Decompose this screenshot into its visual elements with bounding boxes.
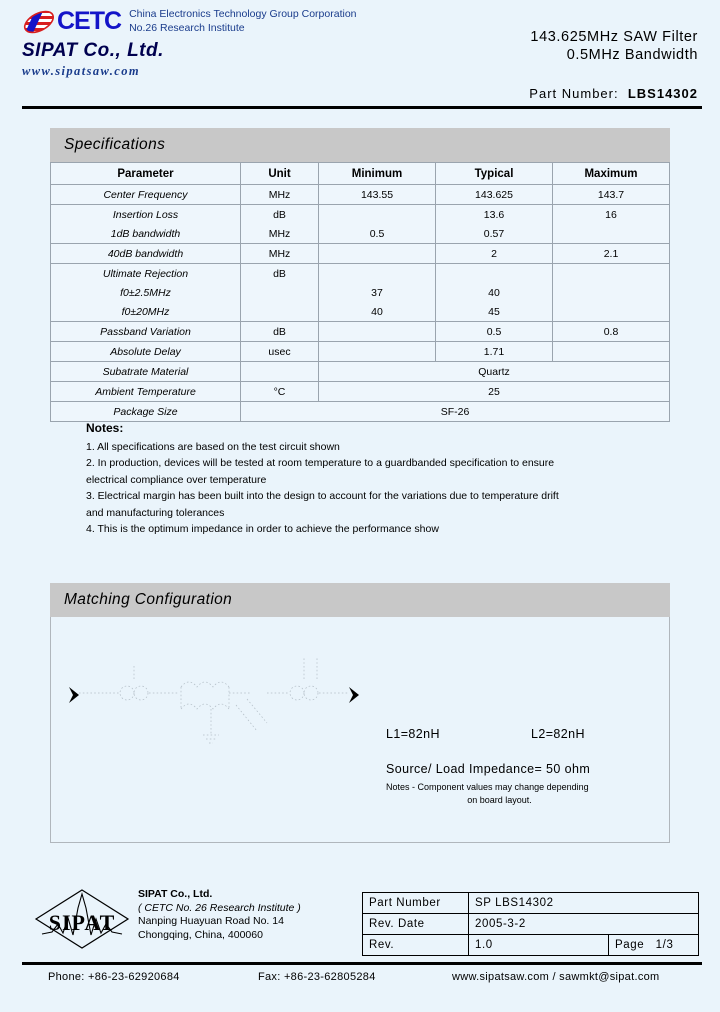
footer-web-email[interactable]: www.sipatsaw.com / sawmkt@sipat.com xyxy=(452,971,660,983)
row-maximum xyxy=(553,283,670,302)
specifications-section xyxy=(50,128,670,422)
table-row xyxy=(51,205,670,225)
row-unit: dB xyxy=(241,205,319,225)
matching-configuration-title: Matching Configuration xyxy=(50,583,670,617)
output-arrow-icon xyxy=(349,687,359,703)
footer-divider xyxy=(22,962,702,965)
footer-part-number-value: SP LBS14302 xyxy=(469,893,699,914)
column-header-maximum: Maximum xyxy=(553,163,670,185)
product-title-line-2: 0.5MHz Bandwidth xyxy=(566,47,698,63)
row-maximum xyxy=(553,342,670,362)
row-parameter: f0±2.5MHz xyxy=(51,283,241,302)
table-row xyxy=(51,244,670,264)
row-maximum xyxy=(553,224,670,244)
cetc-wordmark: CETC xyxy=(57,7,122,35)
note-item: 3. Electrical margin has been built into the design to account for the variations due to temperature drift xyxy=(86,490,559,502)
cetc-name-line-1: China Electronics Technology Group Corporation xyxy=(129,8,357,20)
row-unit: dB xyxy=(241,264,319,284)
row-minimum: 37 xyxy=(319,283,436,302)
row-unit xyxy=(241,302,319,322)
svg-text:SIPAT: SIPAT xyxy=(48,910,116,935)
header-divider xyxy=(22,106,702,109)
cetc-full-name xyxy=(129,8,356,35)
cetc-logo-row xyxy=(22,6,422,35)
table-row xyxy=(51,224,670,244)
row-typical: 2 xyxy=(436,244,553,264)
row-typical: 13.6 xyxy=(436,205,553,225)
matching-note xyxy=(386,781,661,807)
note-item: 1. All specifications are based on the test circuit shown xyxy=(86,440,340,453)
footer-address-line-1: Nanping Huayuan Road No. 14 xyxy=(138,915,284,927)
footer-rev-date-label: Rev. Date xyxy=(363,914,469,935)
source-load-impedance-label: Source/ Load Impedance= 50 ohm xyxy=(386,762,591,776)
row-maximum: 0.8 xyxy=(553,322,670,342)
row-maximum: 16 xyxy=(553,205,670,225)
footer-document-table xyxy=(362,892,699,956)
row-parameter: Package Size xyxy=(51,402,241,422)
row-merged-value: SF-26 xyxy=(241,402,670,422)
table-row xyxy=(51,362,670,382)
row-unit xyxy=(241,362,319,382)
row-typical: 143.625 xyxy=(436,185,553,205)
row-maximum: 2.1 xyxy=(553,244,670,264)
row-parameter: Absolute Delay xyxy=(51,342,241,362)
row-minimum: 0.5 xyxy=(319,224,436,244)
table-row xyxy=(51,185,670,205)
row-typical xyxy=(436,264,553,284)
l2-value-label: L2=82nH xyxy=(531,727,585,741)
row-parameter: 1dB bandwidth xyxy=(51,224,241,244)
matching-note-line-2: on board layout. xyxy=(467,795,532,805)
specifications-table xyxy=(50,162,670,422)
sipat-website-link[interactable]: www.sipatsaw.com xyxy=(22,64,141,78)
table-header-row xyxy=(51,163,670,185)
footer-phone: Phone: +86-23-62920684 xyxy=(48,971,180,983)
footer-part-number-label: Part Number xyxy=(363,893,469,914)
row-merged-value: Quartz xyxy=(319,362,670,382)
notes-heading: Notes: xyxy=(86,421,124,435)
note-item: electrical compliance over temperature xyxy=(86,473,267,486)
row-typical: 0.5 xyxy=(436,322,553,342)
row-parameter: Ambient Temperature xyxy=(51,382,241,402)
header-product-title xyxy=(530,28,698,64)
column-header-parameter: Parameter xyxy=(51,163,241,185)
row-unit: MHz xyxy=(241,224,319,244)
page-header xyxy=(0,0,720,100)
table-row xyxy=(51,342,670,362)
row-minimum xyxy=(319,205,436,225)
l1-value-label: L1=82nH xyxy=(386,727,440,741)
table-row xyxy=(363,935,699,956)
table-row xyxy=(51,283,670,302)
table-row xyxy=(51,264,670,284)
footer-rev-date-value: 2005-3-2 xyxy=(469,914,699,935)
row-maximum xyxy=(553,264,670,284)
row-parameter: Insertion Loss xyxy=(51,205,241,225)
input-arrow-icon xyxy=(69,687,79,703)
row-unit: usec xyxy=(241,342,319,362)
row-unit xyxy=(241,283,319,302)
footer-company-name: SIPAT Co., Ltd. xyxy=(138,888,213,900)
row-parameter: Subatrate Material xyxy=(51,362,241,382)
row-typical: 45 xyxy=(436,302,553,322)
matching-note-line-1: Notes - Component values may change depending xyxy=(386,782,589,792)
note-item: and manufacturing tolerances xyxy=(86,506,225,519)
footer-page-cell xyxy=(609,935,699,956)
page-footer xyxy=(0,886,720,962)
matching-configuration-body xyxy=(50,617,670,843)
header-part-number xyxy=(529,86,698,101)
row-minimum xyxy=(319,342,436,362)
row-minimum: 143.55 xyxy=(319,185,436,205)
table-row xyxy=(51,382,670,402)
table-row xyxy=(51,302,670,322)
note-item: 2. In production, devices will be tested at room temperature to a guardbanded specification to ensure xyxy=(86,457,555,469)
row-typical: 40 xyxy=(436,283,553,302)
saw-filter-matching-schematic-icon xyxy=(61,647,381,777)
row-unit: MHz xyxy=(241,185,319,205)
footer-page-value: 1/3 xyxy=(655,939,674,951)
footer-address-block xyxy=(138,888,301,942)
table-row xyxy=(363,914,699,935)
row-parameter: Passband Variation xyxy=(51,322,241,342)
row-minimum: 40 xyxy=(319,302,436,322)
row-parameter: f0±20MHz xyxy=(51,302,241,322)
row-parameter: Ultimate Rejection xyxy=(51,264,241,284)
row-maximum xyxy=(553,302,670,322)
inductor-values-row xyxy=(386,727,661,741)
footer-page-label: Page xyxy=(615,939,645,951)
row-typical: 0.57 xyxy=(436,224,553,244)
row-parameter: 40dB bandwidth xyxy=(51,244,241,264)
specifications-title: Specifications xyxy=(50,128,670,162)
footer-rev-label: Rev. xyxy=(363,935,469,956)
sipat-diamond-logo-icon xyxy=(34,888,130,950)
footer-address-line-2: Chongqing, China, 400060 xyxy=(138,928,263,941)
sipat-company-name: SIPAT Co., Ltd. xyxy=(22,40,164,61)
cetc-name-line-2: No.26 Research Institute xyxy=(129,21,245,34)
row-minimum xyxy=(319,244,436,264)
notes-section xyxy=(86,420,656,538)
row-maximum: 143.7 xyxy=(553,185,670,205)
cetc-ellipse-logo-icon xyxy=(22,9,56,35)
table-row xyxy=(51,402,670,422)
table-row xyxy=(363,893,699,914)
row-parameter: Center Frequency xyxy=(51,185,241,205)
row-minimum xyxy=(319,322,436,342)
row-typical: 1.71 xyxy=(436,342,553,362)
row-unit: MHz xyxy=(241,244,319,264)
footer-rev-value: 1.0 xyxy=(469,935,609,956)
column-header-minimum: Minimum xyxy=(319,163,436,185)
row-merged-value: 25 xyxy=(319,382,670,402)
note-item: 4. This is the optimum impedance in order to achieve the performance show xyxy=(86,523,439,535)
footer-fax: Fax: +86-23-62805284 xyxy=(258,971,376,983)
product-title-line-1: 143.625MHz SAW Filter xyxy=(530,29,698,45)
row-unit: dB xyxy=(241,322,319,342)
row-minimum xyxy=(319,264,436,284)
matching-labels xyxy=(386,727,661,807)
row-unit: °C xyxy=(241,382,319,402)
matching-configuration-section xyxy=(50,583,670,843)
part-number-value: LBS14302 xyxy=(627,86,698,101)
table-row xyxy=(51,322,670,342)
header-branding xyxy=(22,6,422,79)
part-number-label: Part Number: xyxy=(529,86,619,101)
column-header-unit: Unit xyxy=(241,163,319,185)
footer-institute-name: ( CETC No. 26 Research Institute ) xyxy=(138,901,301,914)
column-header-typical: Typical xyxy=(436,163,553,185)
